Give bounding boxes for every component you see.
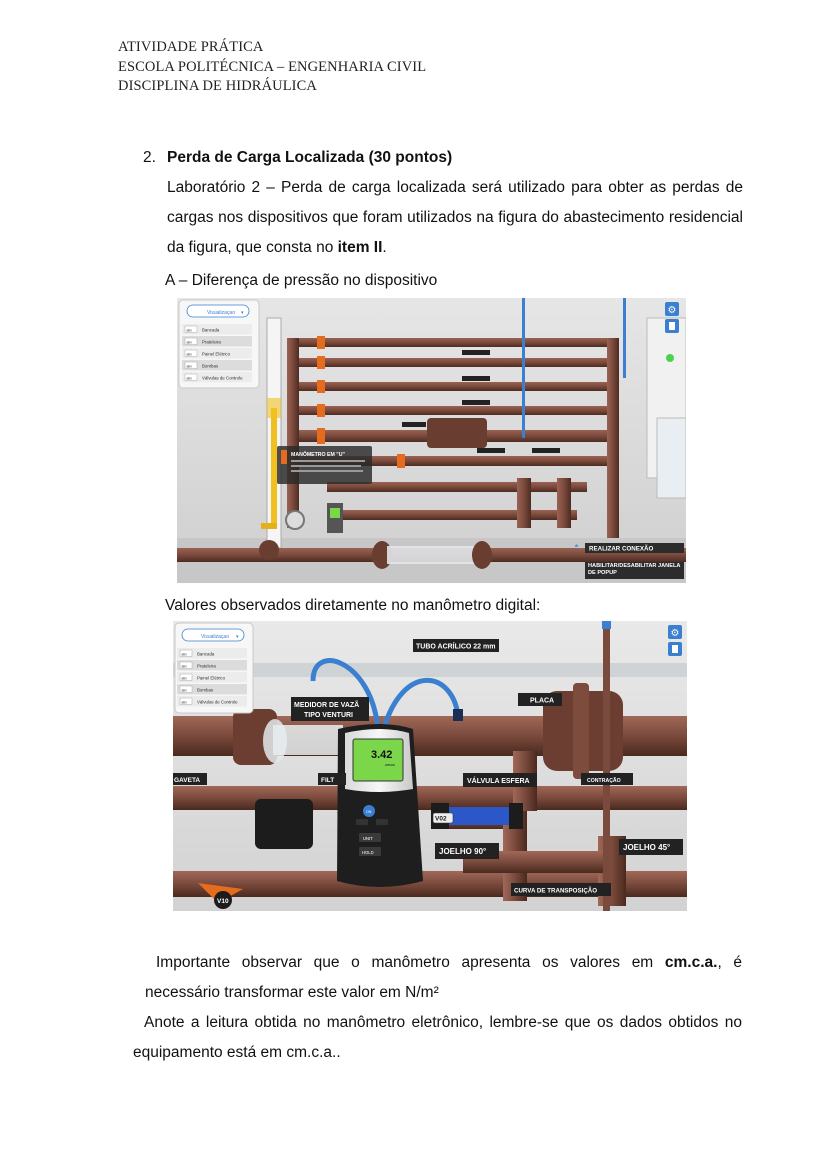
valve-v02-label: V02 — [435, 815, 447, 823]
label-plate: PLACA — [530, 697, 555, 705]
valve-v10-label: V10 — [217, 898, 229, 905]
svg-text:⚙: ⚙ — [670, 628, 680, 639]
section-number: 2. — [143, 149, 156, 166]
menu-item-2[interactable] — [182, 348, 252, 359]
menu-item-label: Bancada — [202, 327, 220, 333]
header-line-3: DISCIPLINA DE HIDRÁULICA — [118, 78, 317, 94]
menu-item-tag: ativ — [181, 700, 187, 705]
menu-item-label: Painel Elétrico — [197, 675, 226, 681]
menu-item-tag: ativ — [181, 652, 187, 657]
note-units-bold: cm.c.a. — [664, 954, 718, 971]
menu-item-tag: ativ — [186, 376, 192, 381]
menu-item-tag: ativ — [186, 328, 192, 333]
menu-item-label: Prateleira — [197, 663, 216, 669]
menu-item-1[interactable] — [177, 660, 247, 671]
u-manometer-popup — [277, 446, 372, 484]
hold-button-label: HOLD — [362, 850, 374, 855]
svg-text:⚙: ⚙ — [667, 305, 677, 316]
toggle-popup-label: HABILITAR/DESABILITAR JANELA DE POPUP — [588, 563, 681, 576]
menu-item-label: Painel Elétrico — [202, 351, 231, 357]
label-venturi-1: MEDIDOR DE VAZÃ — [294, 702, 360, 709]
menu-item-3[interactable] — [177, 684, 247, 695]
note-reading — [133, 1008, 742, 1068]
menu-item-0[interactable] — [182, 324, 252, 335]
menu-item-label: Prateleira — [202, 339, 221, 345]
connect-button[interactable] — [575, 543, 684, 553]
menu-item-label: Bombas — [197, 687, 214, 693]
menu-item-tag: ativ — [181, 688, 187, 693]
connect-button-label: REALIZAR CONEXÃO — [589, 545, 654, 553]
menu-item-label: Bancada — [197, 651, 215, 657]
document-icon[interactable] — [665, 319, 679, 333]
caption-b: Valores observados diretamente no manômetro digital: — [165, 597, 541, 614]
header-line-1: ATIVIDADE PRÁTICA — [118, 39, 264, 55]
menu-item-tag: ativ — [181, 676, 187, 681]
caption-a: A – Diferença de pressão no dispositivo — [165, 272, 438, 289]
menu-item-label: Bombas — [202, 363, 219, 369]
gear-icon[interactable] — [665, 302, 679, 316]
menu-item-tag: ativ — [186, 364, 192, 369]
label-contraction: CONTRAÇÃO — [587, 778, 621, 784]
menu-item-label: Válvulas de Controle — [197, 699, 238, 705]
dropdown-label: Visualizaçao — [201, 634, 229, 640]
paragraph-text: Laboratório 2 – Perda de carga localizada será utilizado para obter as perdas de cargas nos dispositivos que foram utilizados na figura do abastecimento residencial da figura, que consta no — [167, 179, 743, 256]
popup-title: MANÔMETRO EM "U" — [291, 452, 345, 458]
menu-item-1[interactable] — [182, 336, 252, 347]
toggle-popup-button[interactable] — [585, 562, 684, 579]
manometer-unit: cmca — [385, 762, 395, 767]
visualization-menu[interactable] — [175, 623, 253, 713]
label-gate-valve: GAVETA — [174, 777, 201, 784]
visualization-menu[interactable] — [179, 300, 259, 388]
label-ball-valve: VÁLVULA ESFERA — [467, 778, 530, 785]
menu-item-label: Válvulas de Controle — [202, 375, 243, 381]
document-icon[interactable] — [668, 642, 682, 656]
menu-item-tag: ativ — [186, 352, 192, 357]
figure-digital-manometer — [173, 621, 687, 911]
section-title-text: Perda de Carga Localizada (30 pontos) — [167, 149, 453, 166]
menu-item-tag: ativ — [181, 664, 187, 669]
section-title — [143, 143, 743, 173]
menu-item-tag: ativ — [186, 340, 192, 345]
label-filter: FILT — [321, 777, 335, 784]
label-acrylic-tube: TUBO ACRÍLICO 22 mm — [416, 643, 496, 651]
section-2 — [143, 143, 743, 263]
note-units — [145, 948, 742, 1008]
figure-lab-bench — [177, 298, 686, 583]
label-elbow-90: JOELHO 90° — [439, 847, 487, 856]
mouse-icon: 🖱 — [575, 544, 579, 550]
document-header — [118, 38, 426, 97]
svg-text:▾: ▾ — [241, 310, 244, 316]
menu-item-4[interactable] — [182, 372, 252, 383]
header-line-2: ESCOLA POLITÉCNICA – ENGENHARIA CIVIL — [118, 58, 427, 75]
label-elbow-45: JOELHO 45° — [623, 843, 671, 852]
closing-notes — [133, 948, 743, 1068]
svg-text:▾: ▾ — [236, 634, 239, 640]
keypad-key[interactable] — [356, 819, 368, 825]
keypad-key[interactable] — [376, 819, 388, 825]
gear-icon[interactable] — [668, 625, 682, 639]
label-venturi-2: TIPO VENTURI — [304, 712, 354, 719]
note-units-end: , é necessário transformar este valor em N/m² — [145, 954, 743, 1001]
note-reading-text: Anote a leitura obtida no manômetro eletrônico, lembre-se que os dados obtidos no equipamento está em cm.c.a.. — [133, 1014, 742, 1061]
power-button-label: ON — [366, 810, 372, 814]
unit-button-label: UNIT — [363, 836, 373, 841]
manometer-reading: 3.42 — [371, 749, 393, 761]
digital-manometer — [337, 724, 423, 887]
paragraph-bold-ref: item II — [337, 239, 383, 256]
note-units-text: Importante observar que o manômetro apresenta os valores em — [156, 954, 665, 971]
dropdown-label: Visualizaçao — [207, 310, 235, 316]
menu-item-2[interactable] — [177, 672, 247, 683]
menu-item-3[interactable] — [182, 360, 252, 371]
paragraph-end: . — [382, 239, 387, 256]
section-paragraph — [167, 173, 743, 263]
label-transposition-curve: CURVA DE TRANSPOSIÇÃO — [514, 887, 598, 895]
menu-item-0[interactable] — [177, 648, 247, 659]
menu-item-4[interactable] — [177, 696, 247, 707]
